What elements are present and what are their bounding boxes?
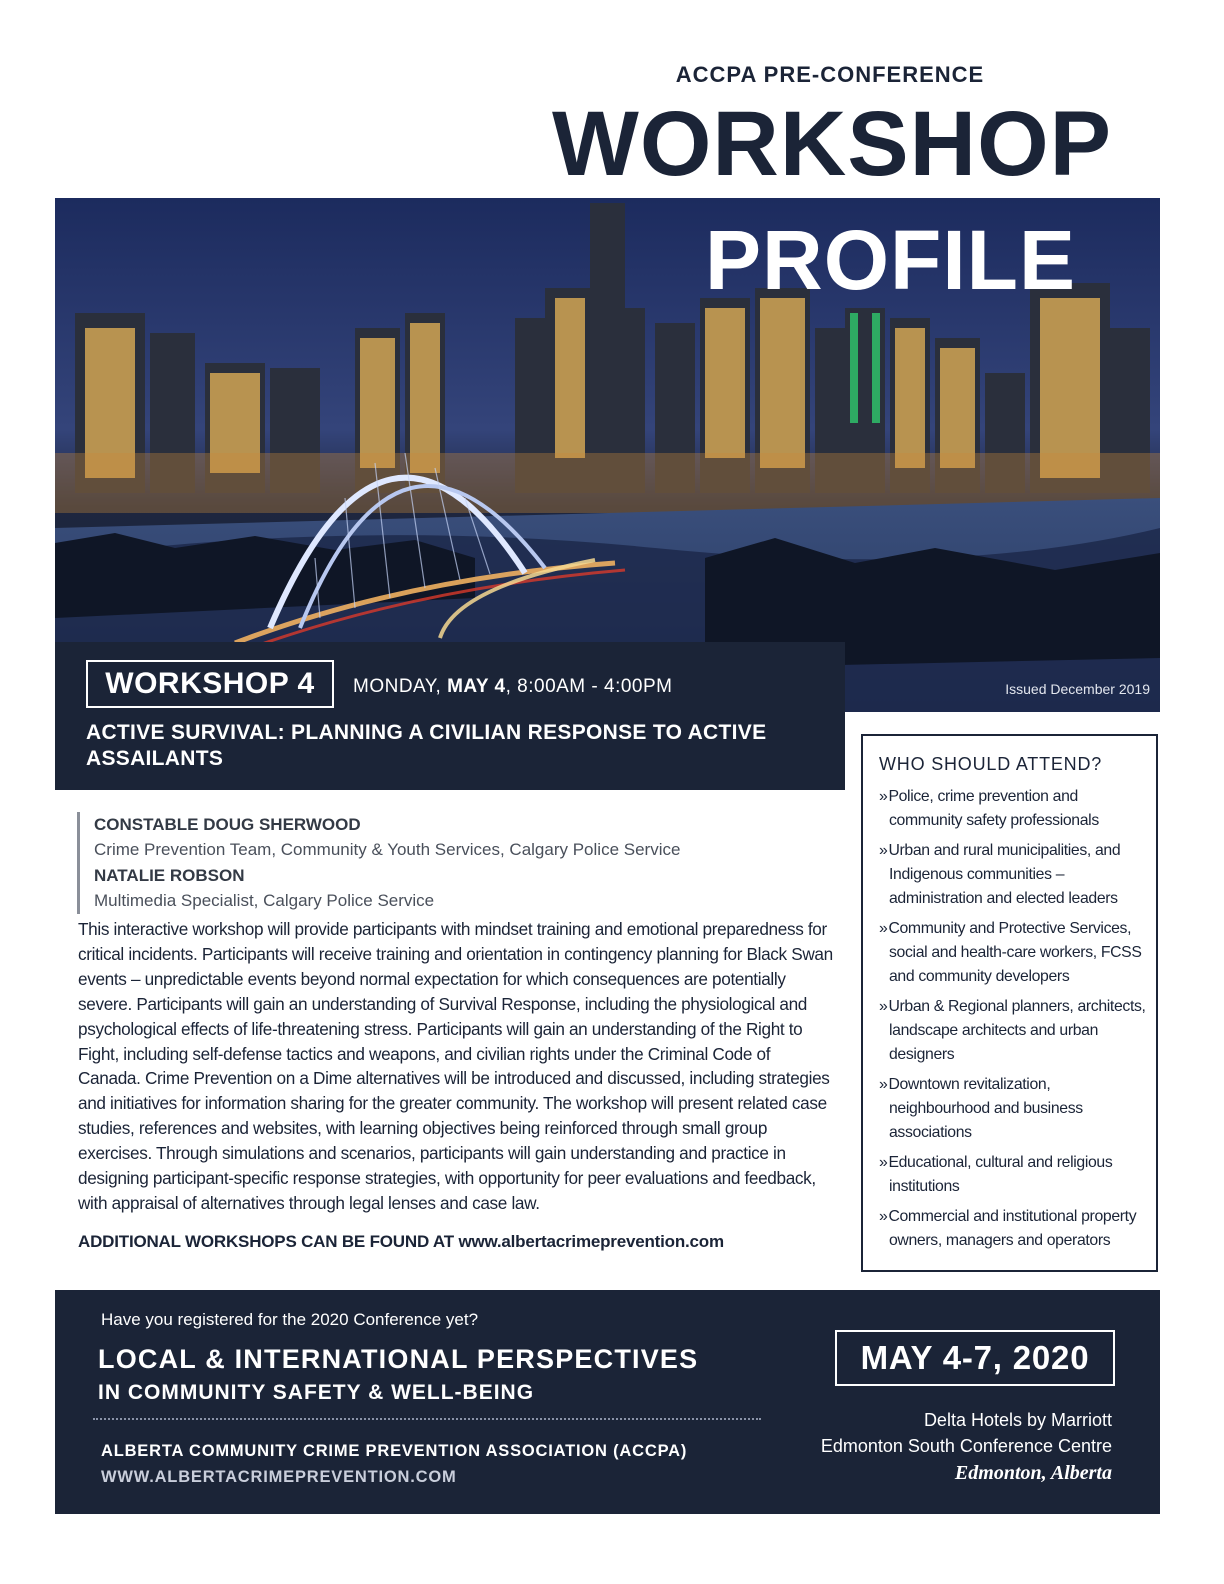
- speaker-list: [77, 812, 680, 914]
- workshop-header-panel: [55, 642, 845, 790]
- attend-item-text: Urban and rural municipalities, and Indigenous communities – administration and elected leaders: [888, 842, 1121, 907]
- speaker-name: NATALIE ROBSON: [94, 866, 245, 885]
- issued-date: Issued December 2019: [1005, 681, 1150, 697]
- attend-heading: WHO SHOULD ATTEND?: [879, 754, 1103, 774]
- venue-hotel: Delta Hotels by Marriott: [923, 1410, 1112, 1430]
- pre-conference-label: ACCPA PRE-CONFERENCE: [675, 62, 985, 87]
- workshop-number-badge: WORKSHOP 4: [86, 660, 334, 708]
- list-item: [879, 1073, 1146, 1145]
- page-title-profile: PROFILE: [705, 213, 1077, 307]
- bullet-marker: »: [879, 1154, 888, 1171]
- conference-dates-badge: MAY 4-7, 2020: [835, 1330, 1115, 1386]
- who-should-attend-box: [861, 734, 1158, 1272]
- list-item: [879, 1205, 1146, 1253]
- attend-item-text: Commercial and institutional property owners, managers and operators: [888, 1208, 1137, 1249]
- list-item: [879, 839, 1146, 911]
- bullet-marker: »: [879, 1076, 888, 1093]
- bullet-marker: »: [879, 1208, 888, 1225]
- attend-item-text: Educational, cultural and religious institutions: [888, 1154, 1113, 1195]
- bullet-marker: »: [879, 842, 888, 859]
- speaker-name: CONSTABLE DOUG SHERWOOD: [94, 815, 361, 834]
- attend-item-text: Downtown revitalization, neighbourhood and business associations: [888, 1076, 1083, 1141]
- speaker-role: Multimedia Specialist, Calgary Police Service: [94, 891, 435, 910]
- workshop-datetime: [353, 676, 673, 698]
- workshop-time: , 8:00AM - 4:00PM: [505, 676, 673, 697]
- bullet-marker: »: [879, 920, 888, 937]
- conference-subheadline: IN COMMUNITY SAFETY & WELL-BEING: [98, 1381, 535, 1404]
- list-item: [879, 995, 1146, 1067]
- attend-item-text: Urban & Regional planners, architects, landscape architects and urban designers: [888, 998, 1146, 1063]
- attend-item-text: Police, crime prevention and community safety professionals: [888, 788, 1099, 829]
- workshop-date: MAY 4: [447, 676, 506, 697]
- bullet-marker: »: [879, 788, 888, 805]
- additional-workshops-note: ADDITIONAL WORKSHOPS CAN BE FOUND AT www.albertacrimeprevention.com: [78, 1232, 724, 1251]
- speaker-role: Crime Prevention Team, Community & Youth Services, Calgary Police Service: [94, 840, 681, 859]
- venue-centre: Edmonton South Conference Centre: [820, 1436, 1112, 1456]
- conference-footer: [55, 1290, 1160, 1514]
- list-item: [879, 785, 1146, 833]
- bullet-marker: »: [879, 998, 888, 1015]
- dotted-divider: [93, 1418, 761, 1420]
- workshop-description: This interactive workshop will provide participants with mindset training and emotional preparedness for critical incidents. Participants will receive training and orientation in contingency planning for Black Swan events – unpredictable events beyond normal expectation for which consequences are potentially severe. Participants will gain an understanding of Survival Response, including the physiological and psychological effects of life-threatening stress. Participants will gain an understanding of the Right to Fight, including self-defense tactics and weapons, and civilian rights under the Criminal Code of Canada. Crime Prevention on a Dime alternatives will be introduced and discussed, including strategies and initiatives for information sharing for the greater community. The workshop will present related case studies, references and websites, with learning objectives being reinforced through small group exercises. Through simulations and scenarios, participants will gain understanding and practice in designing participant-specific response strategies, with opportunity for peer evaluations and feedback, with appraisal of alternatives through legal lenses and case law.: [78, 919, 833, 1213]
- workshop-day: MONDAY,: [353, 676, 442, 697]
- page-title-workshop: WORKSHOP: [552, 93, 1112, 195]
- conference-headline: LOCAL & INTERNATIONAL PERSPECTIVES: [98, 1344, 699, 1374]
- organization-name: ALBERTA COMMUNITY CRIME PREVENTION ASSOCIATION (ACCPA): [101, 1442, 688, 1460]
- list-item: [879, 917, 1146, 989]
- workshop-title: ACTIVE SURVIVAL: PLANNING A CIVILIAN RESPONSE TO ACTIVE ASSAILANTS: [86, 721, 767, 770]
- registration-question: Have you registered for the 2020 Conference yet?: [101, 1310, 479, 1329]
- attend-item-text: Community and Protective Services, social and health-care workers, FCSS and community developers: [888, 920, 1142, 985]
- organization-url[interactable]: WWW.ALBERTACRIMEPREVENTION.COM: [101, 1468, 457, 1486]
- venue-city: Edmonton, Alberta: [954, 1462, 1112, 1484]
- list-item: [879, 1151, 1146, 1199]
